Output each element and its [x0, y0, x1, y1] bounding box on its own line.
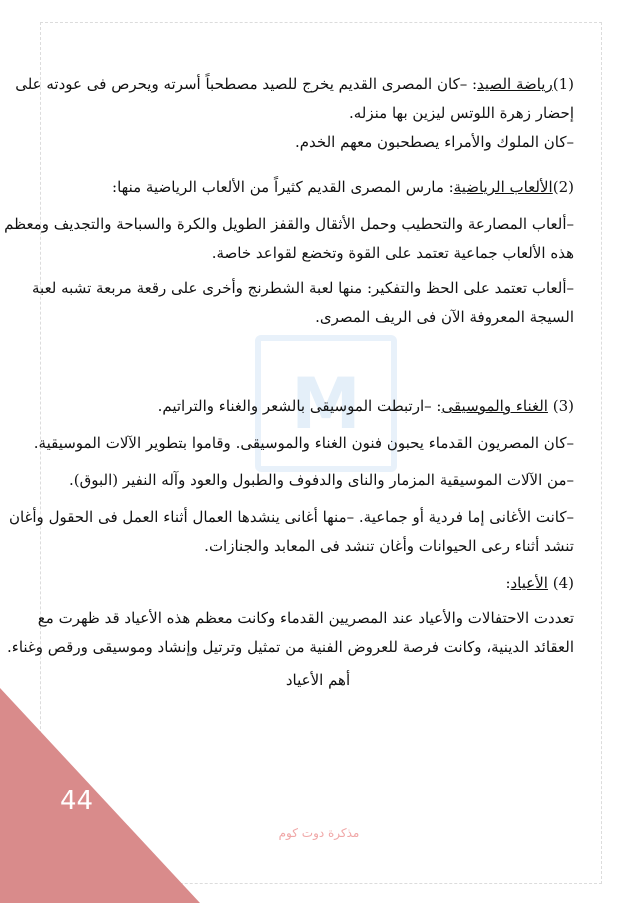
section-2-number: (2) [552, 178, 574, 196]
section-2-line-4: –ألعاب تعتمد على الحظ والتفكير: منها لعبة الشطرنج وأخرى على رقعة مربعة تشبه لعبة [32, 279, 574, 297]
section-1-number: (1) [552, 75, 574, 93]
section-4-number: (4) [552, 574, 574, 592]
section-3-line-1: : –ارتبطت الموسيقى بالشعر والغناء والتراتيم. [157, 397, 442, 415]
section-2-line-5: السيجة المعروفة الآن فى الريف المصرى. [315, 308, 574, 326]
section-3-heading-line [62, 392, 574, 421]
section-4-heading-line [62, 569, 574, 598]
footer-brand: مذكرة دوت كوم [278, 826, 360, 840]
section-1-line-3: –كان الملوك والأمراء يصطحبون معهم الخدم. [294, 133, 574, 151]
section-3-line-4: –كانت الأغانى إما فردية أو جماعية. –منها أغانى ينشدها العمال أثناء العمل فى الحقول وأغان [8, 508, 574, 526]
watermark-letter: M [291, 362, 361, 445]
section-2-title: الألعاب الرياضية [453, 178, 553, 196]
section-4-subheading: أهم الأعياد [285, 671, 351, 689]
section-4-colon: : [505, 574, 511, 592]
document-body [4, 70, 574, 695]
section-4-line-1: تعددت الاحتفالات والأعياد عند المصريين القدماء وكانت معظم هذه الأعياد قد ظهرت مع [37, 609, 574, 627]
section-2-line-3: هذه الألعاب جماعية تعتمد على القوة وتخضع لقواعد خاصة. [211, 244, 574, 262]
section-1-line-1: : –كان المصرى القديم يخرج للصيد مصطحباً أسرته ويحرص فى عودته على [15, 75, 478, 93]
section-1-title: رياضة الصيد [477, 75, 553, 93]
section-1-line-2: إحضار زهرة اللوتس ليزين بها منزله. [349, 104, 574, 122]
section-2-line-2: –ألعاب المصارعة والتحطيب وحمل الأثقال والقفز الطويل والكرة والسباحة والتجديف ومعظم [4, 215, 574, 233]
section-3-number: (3) [552, 397, 574, 415]
section-3-line-5: تنشد أثناء رعى الحيوانات وأغان تنشد فى المعابد والجنازات. [204, 537, 574, 555]
section-3-line-2: –كان المصريون القدماء يحبون فنون الغناء والموسيقى. وقاموا بتطوير الآلات الموسيقية. [33, 434, 574, 452]
section-1-heading-line [15, 70, 574, 99]
section-3-title: الغناء والموسيقى [441, 397, 548, 415]
section-2-heading-line [62, 173, 574, 202]
section-4-line-2: العقائد الدينية، وكانت فرصة للعروض الفنية من تمثيل وترتيل وإنشاد وموسيقى ورقص وغناء. [7, 638, 574, 656]
section-4-title: الأعياد [510, 574, 548, 592]
section-2-line-1: : مارس المصرى القديم كثيراً من الألعاب الرياضية منها: [112, 178, 454, 196]
section-3-line-3: –من الآلات الموسيقية المزمار والناى والدفوف والطبول والعود وآله النفير (البوق). [68, 471, 574, 489]
page-number: 44 [60, 786, 94, 816]
page-corner-decoration [0, 688, 200, 903]
